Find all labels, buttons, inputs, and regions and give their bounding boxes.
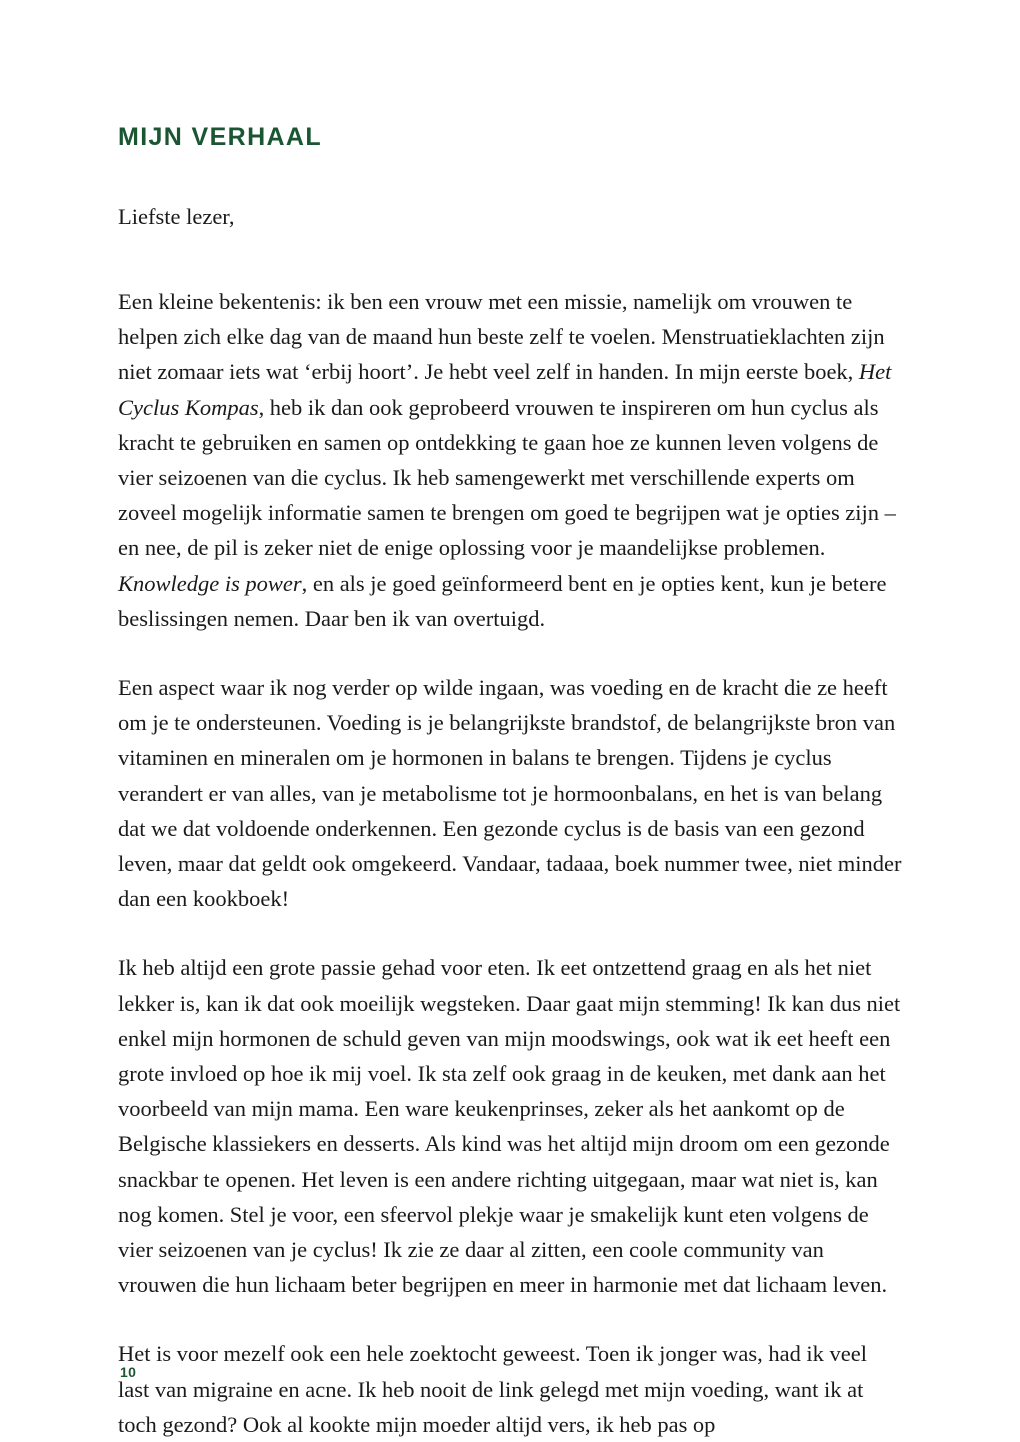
- salutation: Liefste lezer,: [118, 203, 235, 229]
- text-run: Een kleine bekentenis: ik ben een vrouw met een missie, namelijk om vrouwen te helpen zich elke dag van de maand hun beste zelf te voelen. Menstruatieklachten zijn niet zomaar iets wat ‘erbij hoort’. Je hebt veel zelf in handen. In mijn eerste boek,: [118, 289, 885, 385]
- italic-run: Het Cyclus Kompas: [118, 359, 892, 420]
- page-content: [118, 124, 902, 1442]
- page-number: 10: [120, 1364, 137, 1380]
- italic-run: Knowledge is power: [118, 570, 302, 596]
- text-run: , en als je goed geïnformeerd bent en je opties kent, kun je betere beslissingen nemen. Daar ben ik van overtuigd.: [118, 570, 887, 631]
- body-paragraph: [118, 950, 902, 1302]
- text-run: Ik heb altijd een grote passie gehad voor eten. Ik eet ontzettend graag en als het niet lekker is, kan ik dat ook moeilijk wegsteken. Daar gaat mijn stemming! Ik kan dus niet enkel mijn hormonen de schuld geven van mijn moodswings, ook wat ik eet heeft een grote invloed op hoe ik mij voel. Ik sta zelf ook graag in de keuken, met dank aan het voorbeeld van mijn mama. Een ware keukenprinses, zeker als het aankomt op de Belgische klassiekers en desserts. Als kind was het altijd mijn droom om een gezonde snackbar te openen. Het leven is een andere richting uitgegaan, maar wat niet is, kan nog komen. Stel je voor, een sfeervol plekje waar je smakelijk kunt eten volgens de vier seizoenen van je cyclus! Ik zie ze daar al zitten, een coole community van vrouwen die hun lichaam beter begrijpen en meer in harmonie met dat lichaam leven.: [118, 955, 901, 1298]
- text-run: Een aspect waar ik nog verder op wilde ingaan, was voeding en de kracht die ze heeft om je te ondersteunen. Voeding is je belangrijkste brandstof, de belangrijkste bron van vitaminen en mineralen om je hormonen in balans te brengen. Tijdens je cyclus verandert er van alles, van je metabolisme tot je hormoonbalans, en het is van belang dat we dat voldoende onderkennen. Een gezonde cyclus is de basis van een gezond leven, maar dat geldt ook omgekeerd. Vandaar, tadaaa, boek nummer twee, niet minder dan een kookboek!: [118, 675, 902, 912]
- text-run: , heb ik dan ook geprobeerd vrouwen te inspireren om hun cyclus als kracht te gebruiken en samen op ontdekking te gaan hoe ze kunnen leven volgens de vier seizoenen van die cyclus. Ik heb samengewerkt met verschillende experts om zoveel mogelijk informatie samen te brengen om goed te begrijpen wat je opties zijn – en nee, de pil is zeker niet de enige oplossing voor je maandelijkse problemen.: [118, 394, 896, 561]
- text-run: Het is voor mezelf ook een hele zoektocht geweest. Toen ik jonger was, had ik veel last van migraine en acne. Ik heb nooit de link gelegd met mijn voeding, want ik at toch gezond? Ook al kookte mijn moeder altijd vers, ik heb pas op: [118, 1341, 867, 1437]
- body-paragraph: [118, 1336, 902, 1442]
- body-paragraph: [118, 284, 902, 636]
- chapter-heading: MIJN VERHAAL: [118, 123, 323, 151]
- body-paragraph: [118, 670, 902, 916]
